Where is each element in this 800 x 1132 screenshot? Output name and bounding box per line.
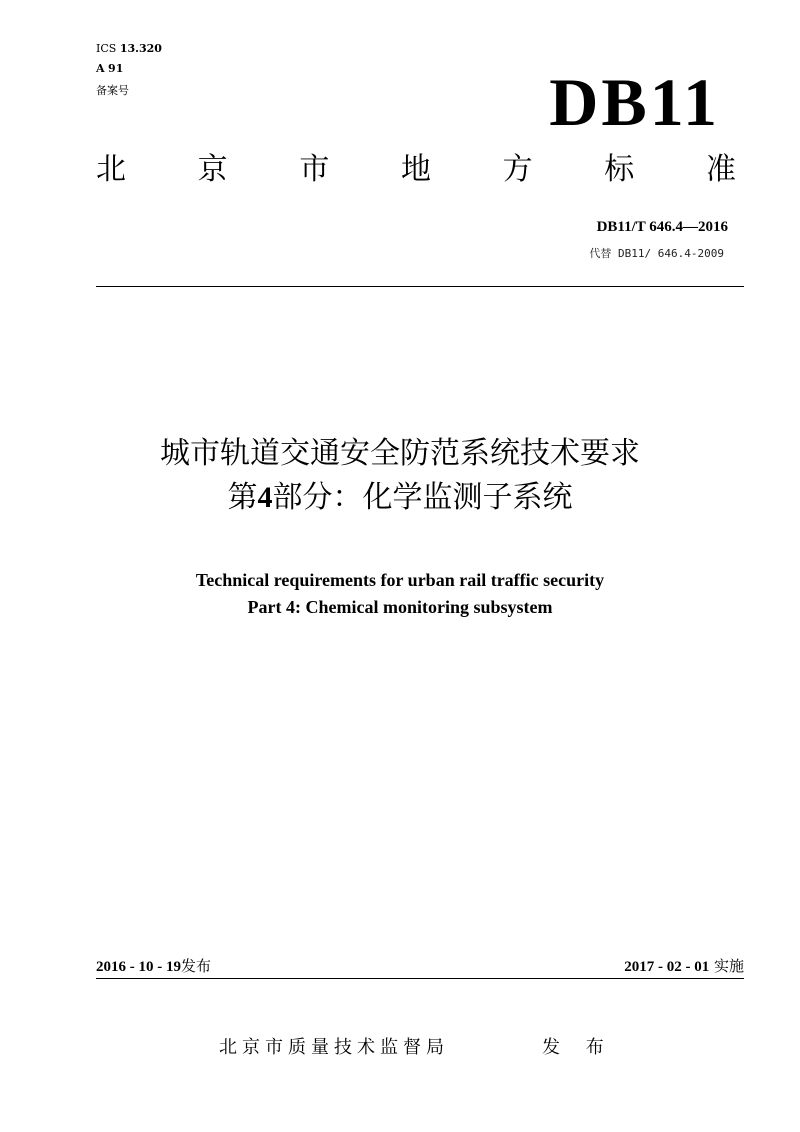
title-en-line2: Part 4: Chemical monitoring subsystem bbox=[247, 597, 553, 617]
publisher-name: 北京市质量技术监督局 bbox=[219, 1037, 449, 1058]
ccs-value: 91 bbox=[108, 62, 124, 75]
title-cn-line2 bbox=[0, 480, 800, 515]
title-cn-line1: 城市轨道交通安全防范系统技术要求 bbox=[160, 436, 640, 471]
implement-date bbox=[624, 959, 744, 975]
ccs-code bbox=[96, 63, 123, 74]
ics-value: 13.320 bbox=[119, 42, 162, 55]
standard-type-char: 地 bbox=[400, 152, 431, 187]
publish-label: 发 布 bbox=[542, 1037, 614, 1058]
ics-label: ICS bbox=[96, 42, 117, 55]
header-divider bbox=[96, 286, 744, 287]
ics-code bbox=[96, 43, 162, 54]
standard-logo: DB11 bbox=[549, 64, 720, 140]
implement-date-value: 2017 - 02 - 01 bbox=[624, 959, 710, 975]
footer-divider bbox=[96, 978, 744, 979]
issue-date-label: 发布 bbox=[181, 957, 212, 975]
standard-type bbox=[96, 152, 736, 187]
implement-date-label: 实施 bbox=[713, 957, 744, 975]
standard-type-char: 北 bbox=[96, 152, 126, 187]
standard-type-char: 标 bbox=[604, 152, 635, 187]
standard-type-char: 市 bbox=[299, 152, 330, 187]
title-en-line1: Technical requirements for urban rail traffic security bbox=[195, 570, 605, 590]
replaces-standard: 代替 DB11/ 646.4-2009 bbox=[589, 247, 724, 260]
standard-type-char: 京 bbox=[197, 152, 228, 187]
standard-type-char: 方 bbox=[502, 152, 533, 187]
ccs-label: A bbox=[96, 62, 105, 75]
title-cn-line2-prefix: 第 bbox=[227, 480, 258, 515]
standard-type-char: 准 bbox=[705, 152, 736, 187]
standard-number: DB11/T 646.4—2016 bbox=[596, 219, 728, 235]
issue-date-value: 2016 - 10 - 19 bbox=[96, 959, 181, 975]
title-cn-line2-suffix: 部分：化学监测子系统 bbox=[272, 480, 573, 515]
title-cn-part-number: 4 bbox=[257, 481, 273, 514]
record-number-label: 备案号 bbox=[96, 84, 129, 97]
issue-date bbox=[96, 959, 211, 975]
